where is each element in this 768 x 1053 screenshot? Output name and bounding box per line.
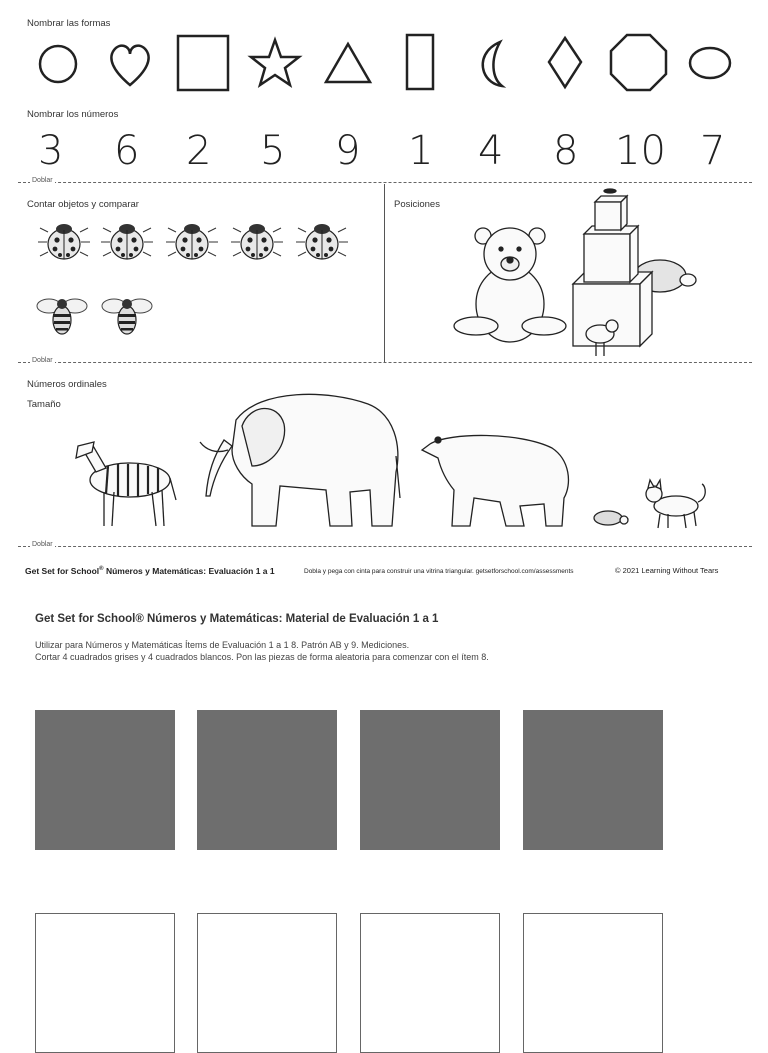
elephant-icon [200, 394, 400, 526]
ladybug-icon [101, 224, 153, 259]
footer-instructions: Dobla y pega con cinta para construir una vitrina triangular. getsetforschool.com/assessments [304, 568, 574, 575]
star-icon [251, 40, 299, 85]
count-illustrations [0, 210, 384, 350]
turtle-icon [594, 511, 628, 525]
footer-title: Get Set for School® Números y Matemáticas: Evaluación 1 a 1 [25, 566, 275, 576]
animals-illustration [0, 380, 768, 540]
material-line-1: Utilizar para Números y Matemáticas Ítems de Evaluación 1 a 1 8. Patrón AB y 9. Mediciones. [35, 640, 410, 650]
number-item: 2 [186, 128, 212, 174]
count-label: Contar objetos y comparar [27, 199, 139, 210]
number-item: 4 [478, 128, 504, 174]
triangle-icon [326, 44, 370, 82]
zebra-icon [76, 442, 176, 526]
fold-label: Doblar [32, 541, 53, 548]
shapes-row [0, 30, 768, 96]
gray-square [360, 710, 500, 850]
rectangle-icon [407, 35, 433, 89]
shapes-label: Nombrar las formas [27, 18, 111, 29]
numbers-label: Nombrar los números [27, 109, 119, 120]
gray-square [523, 710, 663, 850]
number-item: 3 [38, 128, 64, 174]
section-divider [384, 184, 385, 362]
ladybug-icon [296, 224, 348, 259]
polar-bear-icon [422, 435, 568, 526]
number-item: 7 [700, 128, 726, 174]
white-square [35, 913, 175, 1053]
circle-icon [40, 46, 76, 82]
diamond-icon [549, 38, 581, 87]
white-square [197, 913, 337, 1053]
material-line-2: Cortar 4 cuadrados grises y 4 cuadrados blancos. Pon las piezas de forma aleatoria para comenzar con el ítem 8. [35, 652, 489, 662]
ladybug-icon [38, 224, 90, 259]
octagon-icon [611, 35, 666, 90]
number-item: 10 [615, 128, 666, 174]
teddy-bear-icon [454, 228, 566, 342]
crescent-icon [483, 42, 502, 86]
oval-icon [690, 48, 730, 78]
number-item: 6 [114, 128, 140, 174]
fold-label: Doblar [32, 177, 53, 184]
ordinal-label: Números ordinales [27, 379, 107, 390]
positions-label: Posiciones [394, 199, 440, 210]
number-item: 1 [408, 128, 434, 174]
number-item: 9 [335, 128, 361, 174]
square-icon [178, 36, 228, 90]
fold-line [18, 362, 752, 363]
bee-icon [37, 299, 87, 334]
gray-square [35, 710, 175, 850]
fold-label: Doblar [32, 357, 53, 364]
gray-square [197, 710, 337, 850]
number-item: 8 [553, 128, 579, 174]
material-title: Get Set for School® Números y Matemáticas: Material de Evaluación 1 a 1 [35, 613, 439, 625]
white-square [360, 913, 500, 1053]
positions-illustration [440, 186, 710, 362]
cat-icon [646, 480, 705, 528]
footer-copyright: © 2021 Learning Without Tears [615, 566, 719, 575]
white-square [523, 913, 663, 1053]
bee-icon [102, 299, 152, 334]
fold-line [18, 182, 752, 183]
ladybug-icon [166, 224, 218, 259]
heart-icon [111, 46, 148, 85]
ant-icon [604, 189, 616, 193]
ladybug-icon [231, 224, 283, 259]
fold-line [18, 546, 752, 547]
number-item: 5 [260, 128, 286, 174]
size-label: Tamaño [27, 399, 61, 410]
